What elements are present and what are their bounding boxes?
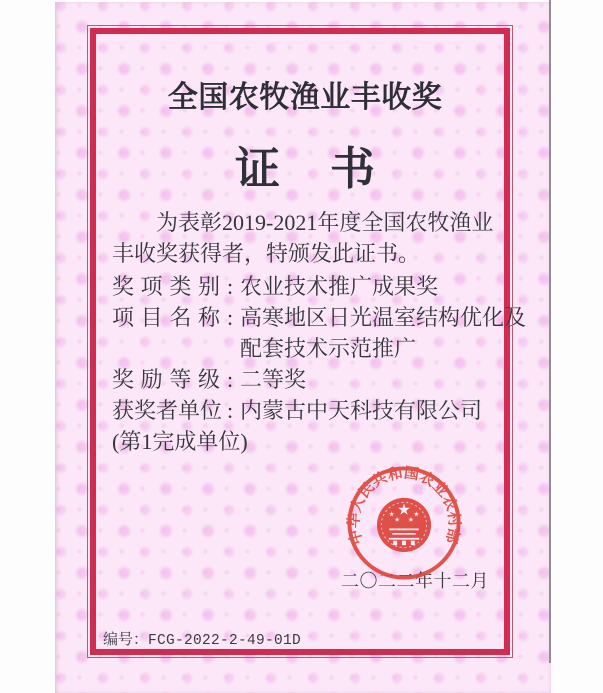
certificate-paper	[55, 2, 551, 693]
field-colon: :	[226, 274, 234, 299]
field-value-line: 高寒地区日光温室结构优化及	[240, 305, 527, 330]
field-value	[240, 271, 498, 302]
field-label: 奖项类别	[112, 274, 220, 299]
field-row-project-name	[112, 302, 527, 364]
intro-line-1: 为表彰2019-2021年度全国农牧渔业	[156, 210, 494, 235]
field-value-line: 内蒙古中天科技有限公司	[240, 398, 483, 423]
issue-date: 二〇二二年十二月	[341, 571, 489, 591]
field-value	[240, 302, 526, 364]
scanner-edge-line	[549, 0, 551, 663]
serial-number-line	[103, 628, 301, 649]
certificate-border-frame	[90, 28, 527, 655]
field-value	[240, 364, 498, 395]
intro-line-2: 丰收奖获得者，特颁发此证书。	[112, 241, 421, 266]
field-value-line: 农业技术推广成果奖	[240, 274, 439, 299]
field-row-winner-organization	[112, 395, 498, 426]
field-label: 奖励等级	[112, 367, 220, 392]
intro-paragraph	[112, 207, 498, 269]
field-value	[240, 395, 498, 426]
certificate-title: 证书	[234, 144, 425, 194]
field-value-line: 二等奖	[240, 367, 307, 392]
field-colon: :	[226, 398, 234, 423]
seal-text: 中华人民共和国农业农村部	[346, 465, 462, 547]
field-value-line: 配套技术示范推广	[240, 336, 417, 361]
fields-list	[112, 271, 527, 426]
field-colon: :	[226, 367, 234, 392]
serial-label: 编号：	[103, 632, 149, 648]
completion-note: (第1完成单位)	[112, 429, 248, 454]
field-label: 获奖者单位	[112, 398, 223, 423]
field-row-award-category	[112, 271, 498, 302]
field-colon: :	[226, 305, 234, 330]
field-row-award-grade	[112, 364, 498, 395]
award-title: 全国农牧渔业丰收奖	[167, 81, 443, 114]
field-label: 项目名称	[112, 305, 220, 330]
serial-number: FCG-2022-2-49-01D	[148, 633, 302, 649]
